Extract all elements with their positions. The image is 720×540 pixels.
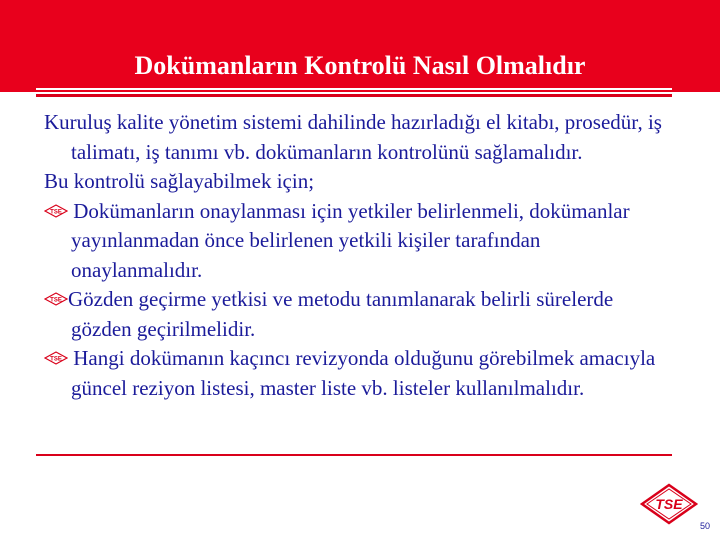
title-underline	[36, 88, 672, 90]
tse-logo-icon	[44, 351, 68, 365]
tse-logo-icon	[44, 204, 68, 218]
slide-body	[44, 108, 674, 403]
tse-logo-icon	[640, 482, 698, 526]
tse-logo-icon	[44, 292, 68, 306]
bullet-item	[44, 344, 674, 403]
title-bar	[0, 0, 720, 92]
svg-text:TSE: TSE	[50, 209, 62, 215]
bullet-item	[44, 197, 674, 286]
slide-title: Dokümanların Kontrolü Nasıl Olmalıdır	[134, 51, 586, 80]
intro-paragraph: Kuruluş kalite yönetim sistemi dahilinde hazırladığı el kitabı, prosedür, iş talimatı, iş tanımı vb. dokümanların kontrolünü sağlamalıdır.	[44, 110, 662, 164]
page-number: 50	[700, 521, 711, 531]
svg-text:TSE: TSE	[50, 297, 62, 304]
svg-text:TSE: TSE	[655, 496, 683, 512]
top-divider	[36, 94, 672, 97]
bullet-text: Dokümanların onaylanması için yetkiler belirlenmeli, dokümanlar yayınlanmadan önce belirlenen yetkili kişiler tarafından onaylanmalıdır.	[68, 198, 630, 282]
bullet-text: Gözden geçirme yetkisi ve metodu tanımlanarak belirli sürelerde gözden geçirilmelidir.	[68, 287, 614, 341]
bullet-text: Hangi dokümanın kaçıncı revizyonda olduğunu görebilmek amacıyla güncel reziyon listesi, master liste vb. listeler kullanılmalıdır.	[68, 346, 656, 400]
bottom-divider	[36, 454, 672, 456]
svg-text:TSE: TSE	[50, 356, 62, 363]
lead-in-paragraph: Bu kontrolü sağlayabilmek için;	[44, 169, 315, 193]
bullet-item	[44, 285, 674, 344]
